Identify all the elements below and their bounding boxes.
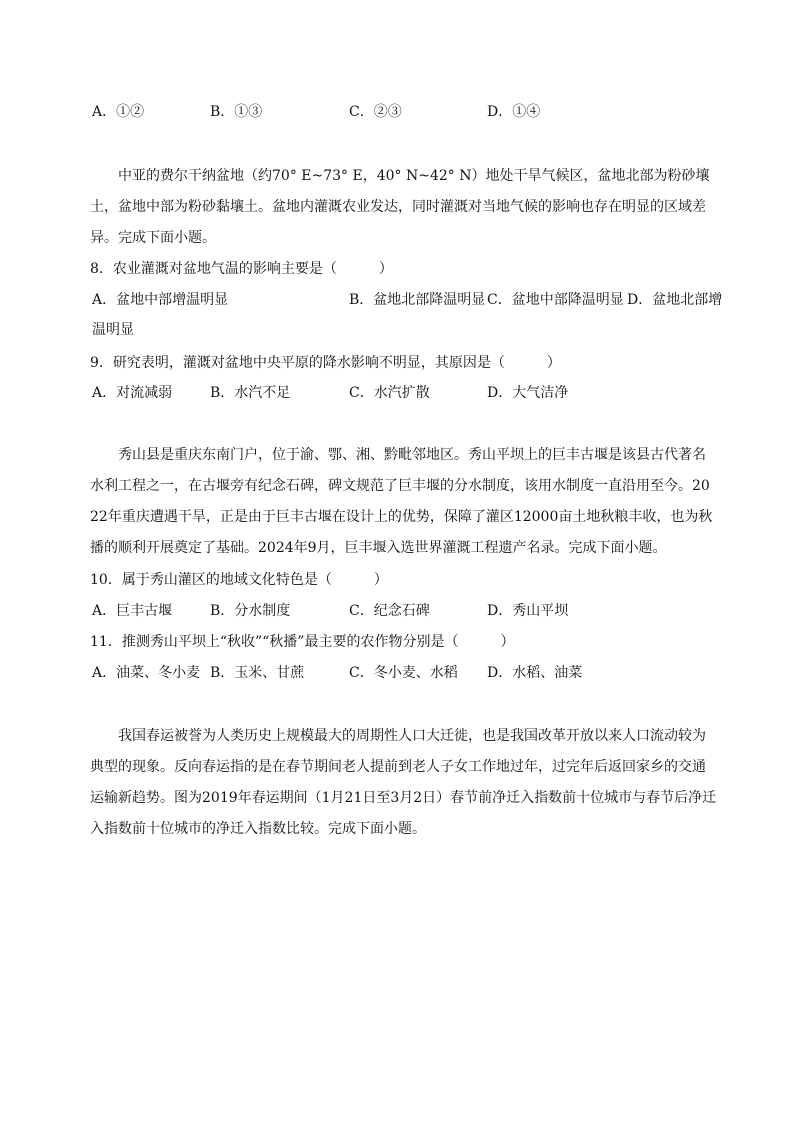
q10-option-c[interactable]: C．纪念石碑 xyxy=(349,603,430,619)
q8-option-d-continued: 温明显 xyxy=(92,322,134,338)
q7-option-b[interactable]: B．①③ xyxy=(210,104,263,120)
q8-option-d[interactable]: D．盆地北部增 xyxy=(627,292,723,308)
q9-option-a[interactable]: A．对流减弱 xyxy=(92,385,173,401)
q7-option-c[interactable]: C．②③ xyxy=(349,104,402,120)
q10-option-b[interactable]: B．分水制度 xyxy=(210,603,291,619)
q11-option-b[interactable]: B．玉米、甘蔗 xyxy=(210,665,305,681)
q11-option-a[interactable]: A．油菜、冬小麦 xyxy=(92,665,201,681)
q10-option-a[interactable]: A．巨丰古堰 xyxy=(92,603,173,619)
q10-option-d[interactable]: D．秀山平坝 xyxy=(487,603,569,619)
passage-xiushan: 秀山县是重庆东南门户，位于渝、鄂、湘、黔毗邻地区。秀山平坝上的巨丰古堰是该县古代著名水利工程之一，在古堰旁有纪念石碑，碑文规范了巨丰堰的分水制度，该用水制度一直沿用至今。2022年重庆遭遇干旱，正是由于巨丰古堰在设计上的优势，保障了灌区12000亩土地秋粮丰收，也为秋播的顺利开展奠定了基础。2024年9月，巨丰堰入选世界灌溉工程遗产名录。完成下面小题。 xyxy=(90,447,713,556)
q8-option-a[interactable]: A．盆地中部增温明显 xyxy=(92,292,229,308)
q7-option-d[interactable]: D．①④ xyxy=(487,104,541,120)
passage-ferghana: 中亚的费尔干纳盆地（约70° E~73° E，40° N~42° N）地处干旱气候区，盆地北部为粉砂壤土，盆地中部为粉砂黏壤土。盆地内灌溉农业发达，同时灌溉对当地气候的影响也存在明显的区域差异。完成下面小题。 xyxy=(90,168,710,246)
q10-stem: 10．属于秀山灌区的地域文化特色是（ ） xyxy=(90,572,388,588)
q9-option-b[interactable]: B．水汽不足 xyxy=(210,385,291,401)
q8-option-c[interactable]: C．盆地中部降温明显 xyxy=(487,292,624,308)
passage-spring-festival: 我国春运被誉为人类历史上规模最大的周期性人口大迁徙，也是我国改革开放以来人口流动较为典型的现象。反向春运指的是在春节期间老人提前到老人子女工作地过年，过完年后返回家乡的交通运输新趋势。图为2019年春运期间（1月21日至3月2日）春节前净迁入指数前十位城市与春节后净迁入指数前十位城市的净迁入指数比较。完成下面小题。 xyxy=(90,728,717,837)
q8-option-b[interactable]: B．盆地北部降温明显 xyxy=(349,292,486,308)
q11-option-d[interactable]: D．水稻、油菜 xyxy=(487,665,583,681)
q7-option-a[interactable]: A．①② xyxy=(92,104,145,120)
q9-option-d[interactable]: D．大气洁净 xyxy=(487,385,569,401)
q11-option-c[interactable]: C．冬小麦、水稻 xyxy=(349,665,458,681)
q9-stem: 9．研究表明，灌溉对盆地中央平原的降水影响不明显，其原因是（ ） xyxy=(90,355,561,371)
q9-option-c[interactable]: C．水汽扩散 xyxy=(349,385,430,401)
q11-stem: 11．推测秀山平坝上“秋收”“秋播”最主要的农作物分别是（ ） xyxy=(90,634,515,650)
q8-stem: 8．农业灌溉对盆地气温的影响主要是（ ） xyxy=(90,261,393,277)
